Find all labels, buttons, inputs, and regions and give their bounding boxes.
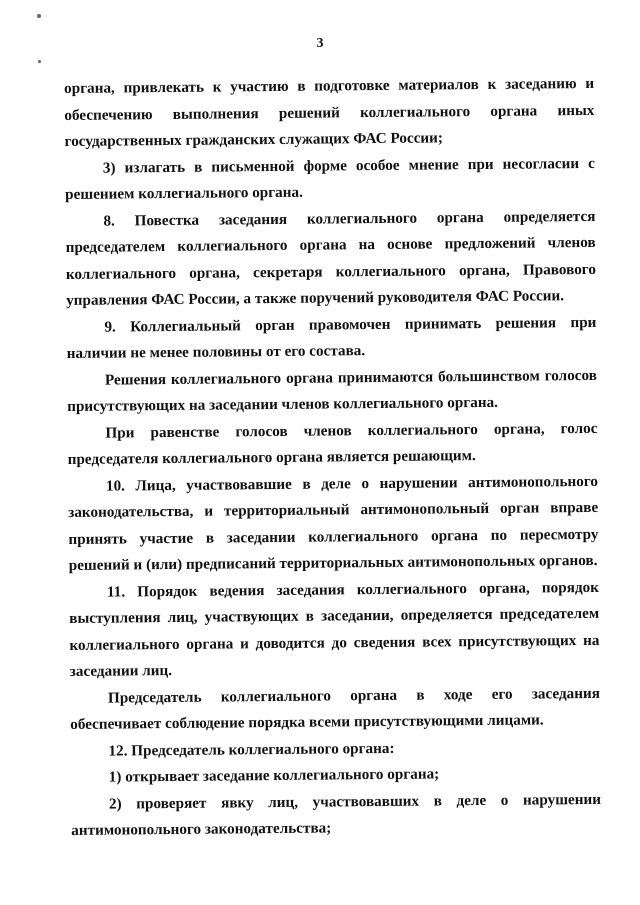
paragraph: 8. Повестка заседания коллегиального органа определяется председателем коллегиального органа на основе предложений членов коллегиального органа, секретаря коллегиального органа, Правового управления ФАС России, а также поручений руководителя ФАС России.	[65, 207, 596, 309]
paragraph: При равенстве голосов членов коллегиального органа, голос председателя коллегиального органа является решающим.	[67, 419, 598, 468]
paragraph: 10. Лица, участвовавшие в деле о нарушении антимонопольного законодательства, и территориальный антимонопольный орган вправе принять участие в заседании коллегиального органа по пересмотру решений и (или) предписаний территориальных антимонопольных органов.	[68, 472, 599, 574]
scan-speck	[38, 60, 41, 63]
paragraph: 2) проверяет явку лиц, участвовавших в деле о нарушении антимонопольного законодательства;	[71, 790, 602, 839]
document-body	[64, 71, 601, 845]
paragraph: 3) излагать в письменной форме особое мнение при несогласии с решением коллегиального органа.	[65, 154, 595, 203]
paragraph: 9. Коллегиальный орган правомочен принимать решения при наличии не менее половины от его состава.	[66, 313, 597, 362]
paragraph: органа, привлекать к участию в подготовке материалов к заседанию и обеспечению выполнения решений коллегиального органа иных государственных гражданских служащих ФАС России;	[64, 74, 595, 150]
paragraph: 1) открывает заседание коллегиального органа;	[108, 765, 440, 786]
paragraph: Решения коллегиального органа принимаются большинством голосов присутствующих на заседании членов коллегиального органа.	[67, 366, 597, 415]
page-number: 3	[316, 36, 324, 51]
paragraph: 11. Порядок ведения заседания коллегиального органа, порядок выступления лиц, участвующих в заседании, определяется председателем коллегиального органа и доводится до сведения всех присутствующих на заседании лиц.	[69, 578, 600, 680]
scan-speck	[37, 14, 41, 18]
paragraph: 12. Председатель коллегиального органа:	[108, 739, 395, 760]
paragraph: Председатель коллегиального органа в ходе его заседания обеспечивает соблюдение порядка всеми присутствующими лицами.	[70, 684, 601, 733]
